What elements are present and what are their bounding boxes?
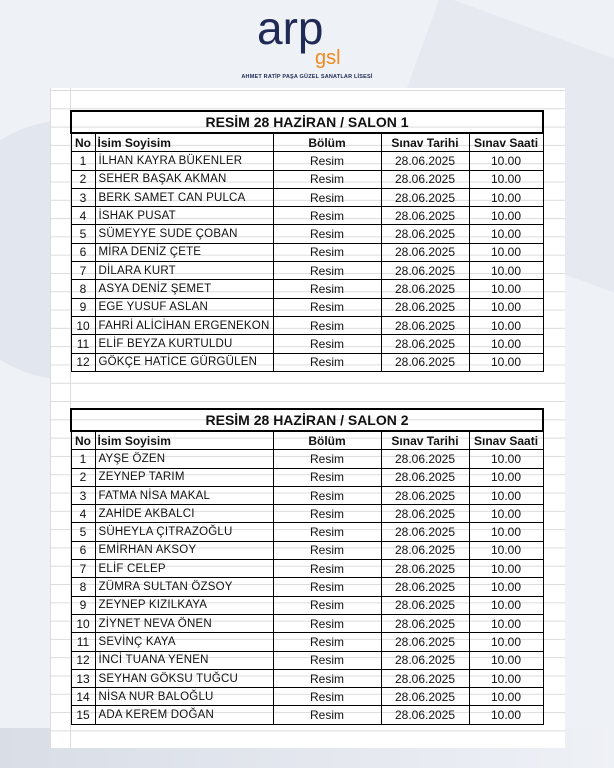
- cell-date: 28.06.2025: [381, 706, 469, 724]
- table-row: [71, 633, 543, 651]
- school-logo: [0, 0, 614, 84]
- cell-time: 10.00: [469, 262, 543, 280]
- cell-name: ASYA DENİZ ŞEMET: [95, 280, 273, 298]
- cell-department: Resim: [273, 450, 381, 468]
- cell-name: DİLARA KURT: [95, 262, 273, 280]
- cell-name: MİRA DENİZ ÇETE: [95, 243, 273, 261]
- table-row: [71, 225, 543, 243]
- cell-department: Resim: [273, 243, 381, 261]
- cell-name: İLHAN KAYRA BÜKENLER: [95, 152, 273, 170]
- cell-name: ZAHİDE AKBALCI: [95, 505, 273, 523]
- cell-time: 10.00: [469, 578, 543, 596]
- cell-no: 12: [71, 353, 95, 371]
- cell-name: ELİF BEYZA KURTULDU: [95, 335, 273, 353]
- cell-no: 7: [71, 262, 95, 280]
- table-row: [71, 316, 543, 334]
- header-no: No: [71, 133, 95, 152]
- cell-department: Resim: [273, 505, 381, 523]
- cell-time: 10.00: [469, 170, 543, 188]
- cell-date: 28.06.2025: [381, 541, 469, 559]
- cell-name: İNCİ TUANA YENEN: [95, 651, 273, 669]
- cell-no: 10: [71, 614, 95, 632]
- table-row: [71, 578, 543, 596]
- cell-date: 28.06.2025: [381, 450, 469, 468]
- table-row: [71, 688, 543, 706]
- header-name: İsim Soyisim: [95, 431, 273, 450]
- cell-time: 10.00: [469, 188, 543, 206]
- cell-name: ADA KEREM DOĞAN: [95, 706, 273, 724]
- header-department: Bölüm: [273, 133, 381, 152]
- cell-department: Resim: [273, 262, 381, 280]
- table-row: [71, 207, 543, 225]
- cell-name: FAHRİ ALİCİHAN ERGENEKON: [95, 316, 273, 334]
- cell-no: 11: [71, 633, 95, 651]
- cell-name: SEVİNÇ KAYA: [95, 633, 273, 651]
- cell-date: 28.06.2025: [381, 614, 469, 632]
- table-row: [71, 669, 543, 687]
- table-row: [71, 450, 543, 468]
- cell-time: 10.00: [469, 243, 543, 261]
- cell-no: 7: [71, 560, 95, 578]
- cell-name: SEHER BAŞAK AKMAN: [95, 170, 273, 188]
- cell-name: İSHAK PUSAT: [95, 207, 273, 225]
- cell-time: 10.00: [469, 614, 543, 632]
- cell-time: 10.00: [469, 298, 543, 316]
- cell-no: 4: [71, 505, 95, 523]
- header-no: No: [71, 431, 95, 450]
- cell-no: 5: [71, 225, 95, 243]
- cell-date: 28.06.2025: [381, 578, 469, 596]
- cell-date: 28.06.2025: [381, 560, 469, 578]
- cell-department: Resim: [273, 316, 381, 334]
- exam-table-salon-1: [70, 110, 544, 372]
- cell-department: Resim: [273, 353, 381, 371]
- cell-time: 10.00: [469, 468, 543, 486]
- cell-name: GÖKÇE HATİCE GÜRGÜLEN: [95, 353, 273, 371]
- table-title: RESİM 28 HAZİRAN / SALON 2: [71, 409, 543, 431]
- cell-time: 10.00: [469, 335, 543, 353]
- table-row: [71, 298, 543, 316]
- cell-no: 11: [71, 335, 95, 353]
- cell-name: ZÜMRA SULTAN ÖZSOY: [95, 578, 273, 596]
- cell-time: 10.00: [469, 353, 543, 371]
- cell-no: 3: [71, 188, 95, 206]
- cell-date: 28.06.2025: [381, 262, 469, 280]
- cell-date: 28.06.2025: [381, 225, 469, 243]
- table-row: [71, 170, 543, 188]
- table-row: [71, 188, 543, 206]
- cell-no: 9: [71, 596, 95, 614]
- cell-time: 10.00: [469, 560, 543, 578]
- cell-date: 28.06.2025: [381, 669, 469, 687]
- cell-time: 10.00: [469, 486, 543, 504]
- cell-date: 28.06.2025: [381, 633, 469, 651]
- cell-time: 10.00: [469, 225, 543, 243]
- cell-department: Resim: [273, 578, 381, 596]
- cell-department: Resim: [273, 614, 381, 632]
- table-row: [71, 651, 543, 669]
- cell-date: 28.06.2025: [381, 651, 469, 669]
- header-date: Sınav Tarihi: [381, 133, 469, 152]
- header-time: Sınav Saati: [469, 133, 543, 152]
- cell-department: Resim: [273, 298, 381, 316]
- cell-no: 8: [71, 578, 95, 596]
- cell-date: 28.06.2025: [381, 280, 469, 298]
- cell-name: ZEYNEP TARIM: [95, 468, 273, 486]
- table-row: [71, 152, 543, 170]
- table-row: [71, 335, 543, 353]
- cell-date: 28.06.2025: [381, 243, 469, 261]
- cell-no: 1: [71, 152, 95, 170]
- cell-no: 9: [71, 298, 95, 316]
- cell-time: 10.00: [469, 651, 543, 669]
- cell-no: 6: [71, 243, 95, 261]
- cell-department: Resim: [273, 152, 381, 170]
- logo-main-text: arp: [257, 6, 324, 54]
- cell-name: AYŞE ÖZEN: [95, 450, 273, 468]
- cell-time: 10.00: [469, 207, 543, 225]
- cell-name: ELİF CELEP: [95, 560, 273, 578]
- cell-department: Resim: [273, 560, 381, 578]
- cell-time: 10.00: [469, 450, 543, 468]
- cell-department: Resim: [273, 523, 381, 541]
- cell-date: 28.06.2025: [381, 505, 469, 523]
- table-row: [71, 523, 543, 541]
- cell-department: Resim: [273, 486, 381, 504]
- cell-date: 28.06.2025: [381, 188, 469, 206]
- cell-time: 10.00: [469, 596, 543, 614]
- table-row: [71, 262, 543, 280]
- cell-name: ZEYNEP KIZILKAYA: [95, 596, 273, 614]
- cell-no: 15: [71, 706, 95, 724]
- cell-no: 6: [71, 541, 95, 559]
- exam-table-salon-2: [70, 408, 544, 725]
- header-time: Sınav Saati: [469, 431, 543, 450]
- cell-time: 10.00: [469, 706, 543, 724]
- table-header-row: [71, 431, 543, 450]
- cell-time: 10.00: [469, 280, 543, 298]
- cell-department: Resim: [273, 633, 381, 651]
- table-row: [71, 614, 543, 632]
- school-name-caption: AHMET RATİP PAŞA GÜZEL SANATLAR LİSESİ: [241, 74, 373, 80]
- cell-date: 28.06.2025: [381, 316, 469, 334]
- table-row: [71, 468, 543, 486]
- cell-department: Resim: [273, 280, 381, 298]
- cell-date: 28.06.2025: [381, 688, 469, 706]
- cell-time: 10.00: [469, 523, 543, 541]
- header-date: Sınav Tarihi: [381, 431, 469, 450]
- cell-name: FATMA NİSA MAKAL: [95, 486, 273, 504]
- cell-department: Resim: [273, 669, 381, 687]
- cell-no: 1: [71, 450, 95, 468]
- cell-no: 12: [71, 651, 95, 669]
- cell-time: 10.00: [469, 541, 543, 559]
- table-row: [71, 280, 543, 298]
- cell-date: 28.06.2025: [381, 353, 469, 371]
- table-header-row: [71, 133, 543, 152]
- cell-department: Resim: [273, 651, 381, 669]
- cell-department: Resim: [273, 225, 381, 243]
- cell-time: 10.00: [469, 633, 543, 651]
- cell-name: SÜMEYYE SUDE ÇOBAN: [95, 225, 273, 243]
- cell-no: 5: [71, 523, 95, 541]
- table-title: RESİM 28 HAZİRAN / SALON 1: [71, 111, 543, 133]
- cell-name: SÜHEYLA ÇITRAZOĞLU: [95, 523, 273, 541]
- cell-no: 3: [71, 486, 95, 504]
- cell-date: 28.06.2025: [381, 335, 469, 353]
- arp-gsl-logo-icon: [255, 6, 359, 70]
- cell-name: NİSA NUR BALOĞLU: [95, 688, 273, 706]
- table-row: [71, 706, 543, 724]
- cell-no: 13: [71, 669, 95, 687]
- cell-time: 10.00: [469, 688, 543, 706]
- cell-no: 8: [71, 280, 95, 298]
- table-row: [71, 541, 543, 559]
- cell-no: 14: [71, 688, 95, 706]
- cell-name: EMİRHAN AKSOY: [95, 541, 273, 559]
- cell-department: Resim: [273, 688, 381, 706]
- cell-time: 10.00: [469, 669, 543, 687]
- table-row: [71, 486, 543, 504]
- header-name: İsim Soyisim: [95, 133, 273, 152]
- cell-department: Resim: [273, 207, 381, 225]
- cell-department: Resim: [273, 706, 381, 724]
- cell-date: 28.06.2025: [381, 486, 469, 504]
- cell-no: 4: [71, 207, 95, 225]
- table-row: [71, 243, 543, 261]
- cell-no: 2: [71, 170, 95, 188]
- cell-date: 28.06.2025: [381, 152, 469, 170]
- logo-sub-text: gsl: [315, 47, 341, 69]
- table-row: [71, 505, 543, 523]
- table-row: [71, 560, 543, 578]
- cell-department: Resim: [273, 335, 381, 353]
- cell-no: 2: [71, 468, 95, 486]
- cell-date: 28.06.2025: [381, 523, 469, 541]
- cell-date: 28.06.2025: [381, 596, 469, 614]
- table-row: [71, 353, 543, 371]
- cell-name: EGE YUSUF ASLAN: [95, 298, 273, 316]
- cell-department: Resim: [273, 188, 381, 206]
- header-department: Bölüm: [273, 431, 381, 450]
- table-row: [71, 596, 543, 614]
- cell-date: 28.06.2025: [381, 207, 469, 225]
- cell-department: Resim: [273, 468, 381, 486]
- cell-date: 28.06.2025: [381, 170, 469, 188]
- cell-no: 10: [71, 316, 95, 334]
- cell-date: 28.06.2025: [381, 298, 469, 316]
- cell-department: Resim: [273, 596, 381, 614]
- cell-name: SEYHAN GÖKSU TUĞCU: [95, 669, 273, 687]
- cell-time: 10.00: [469, 505, 543, 523]
- cell-time: 10.00: [469, 316, 543, 334]
- cell-time: 10.00: [469, 152, 543, 170]
- cell-department: Resim: [273, 170, 381, 188]
- cell-name: ZİYNET NEVA ÖNEN: [95, 614, 273, 632]
- cell-date: 28.06.2025: [381, 468, 469, 486]
- cell-department: Resim: [273, 541, 381, 559]
- cell-name: BERK SAMET CAN PULCA: [95, 188, 273, 206]
